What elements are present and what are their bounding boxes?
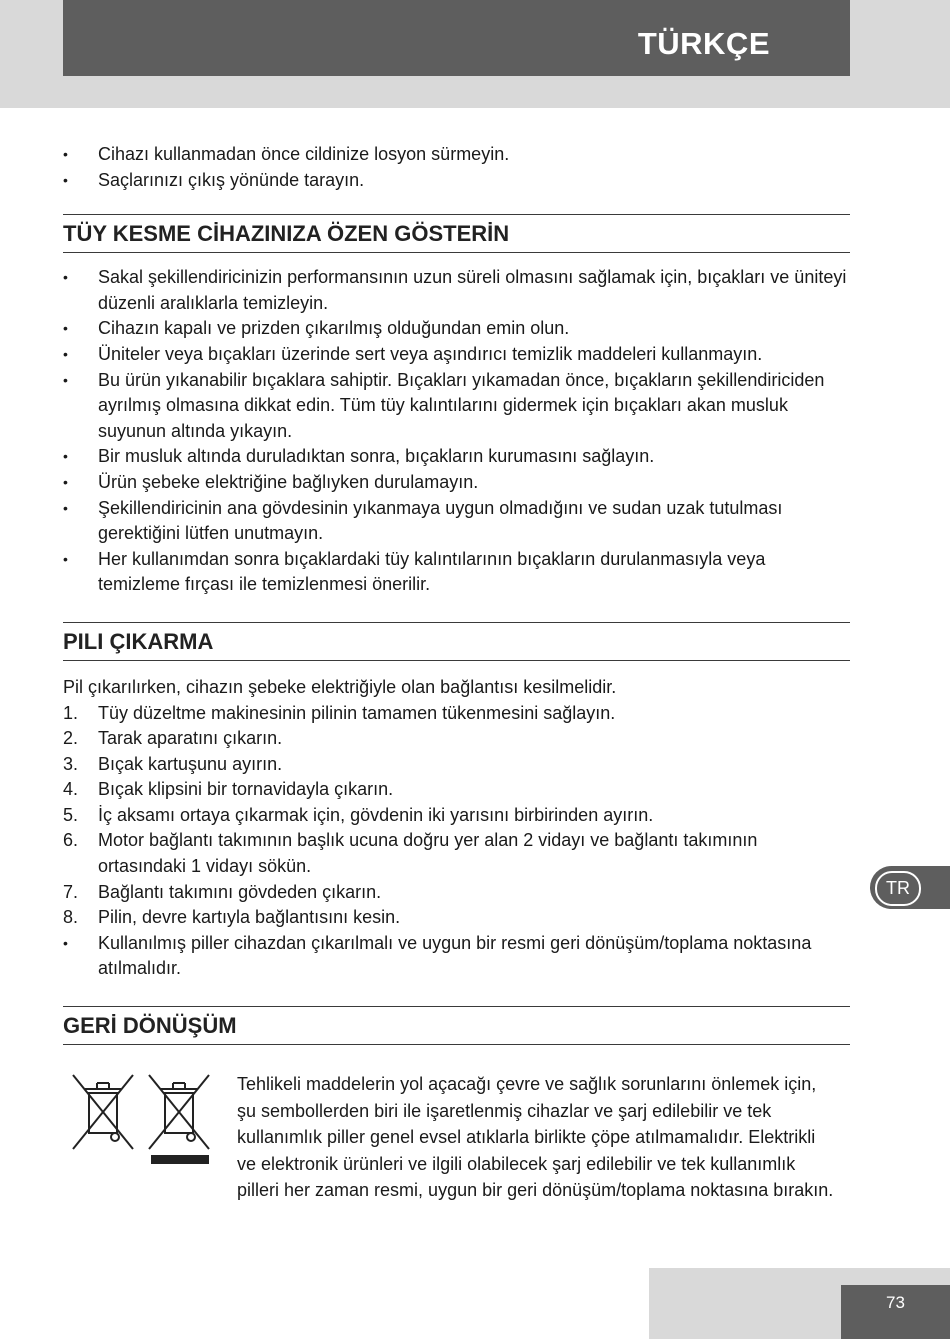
step-item: 5. İç aksamı ortaya çıkarmak için, gövdenin iki yarısını birbirinden ayırın. [63, 804, 654, 825]
step-item: 6. Motor bağlantı takımının başlık ucuna doğru yer alan 2 vidayı ve bağlantı takımının ortasındaki 1 vidayı sökün. [63, 830, 758, 877]
list-item: • Üniteler veya bıçakları üzerinde sert veya aşındırıcı temizlik maddeleri kullanmayın. [63, 342, 850, 368]
list-item: • Cihazı kullanmadan önce cildinize losyon sürmeyin. [63, 142, 850, 168]
battery-steps [63, 701, 850, 983]
language-header-bar [63, 0, 850, 76]
list-item: • Sakal şekillendiricinizin performansının uzun süreli olmasını sağlamak için, bıçakları ve üniteyi düzenli aralıklarla temizleyin. [63, 267, 847, 313]
intro-list [63, 142, 850, 193]
list-item: • Kullanılmış piller cihazdan çıkarılmalı ve uygun bir resmi geri dönüşüm/toplama noktasına atılmalıdır. [63, 932, 812, 979]
bullet: • [63, 934, 68, 951]
list-item: • Bu ürün yıkanabilir bıçaklara sahiptir. Bıçakları yıkamadan önce, bıçakların şekillendiriciden ayrılmış olmasına dikkat edin. Tüm tüy kalıntılarını gidermek için bıçakları akan musluk suyunun altında yıkayın. [63, 369, 825, 441]
step-item: 4. Bıçak klipsini bir tornavidayla çıkarın. [63, 779, 394, 800]
list-item: • Saçlarınızı çıkış yönünde tarayın. [63, 168, 850, 194]
bullet: • [63, 146, 68, 162]
language-title: TÜRKÇE [637, 26, 770, 61]
recycling-block [63, 1071, 850, 1241]
list-item: • Bir musluk altında duruladıktan sonra, bıçakların kurumasını sağlayın. [63, 444, 850, 470]
section-title-recycling: GERİ DÖNÜŞÜM [63, 1006, 850, 1045]
list-item: • Her kullanımdan sonra bıçaklardaki tüy kalıntılarının bıçakların durulanmasıyla veya temizleme fırçası ile temizlenmesi önerilir. [63, 548, 766, 595]
crossed-out-wheelie-bin-icon [63, 1071, 223, 1171]
list-item: • Cihazın kapalı ve prizden çıkarılmış olduğundan emin olun. [63, 316, 850, 342]
step-item: 1. Tüy düzeltme makinesinin pilinin tamamen tükenmesini sağlayın. [63, 702, 616, 723]
bullet: • [63, 550, 68, 567]
bullet: • [63, 499, 68, 516]
bullet: • [63, 320, 68, 337]
language-side-tab [870, 866, 950, 909]
step-item: 3. Bıçak kartuşunu ayırın. [63, 753, 283, 774]
step-item: 8. Pilin, devre kartıyla bağlantısını kesin. [63, 907, 401, 928]
list-item: • Ürün şebeke elektriğine bağlıyken durulamayın. [63, 470, 850, 496]
bullet: • [63, 171, 68, 188]
recycling-symbols [63, 1071, 223, 1171]
language-badge: TR [875, 871, 921, 906]
recycling-text: Tehlikeli maddelerin yol açacağı çevre ve sağlık sorunlarını önlemek için, şu sembollerden biri ile işaretlenmiş cihazlar ve şarj edilebilir ve tek kullanımlık piller genel evsel atıklarla birlikte çöpe atılmamalıdır. Elektrikli ve elektronik ürünleri ve ilgili olabilecek şarj edilebilir ve tek kullanımlık pilleri her zaman resmi, uygun bir geri dönüşüm/toplama noktasına bırakın. [237, 1074, 834, 1201]
step-item: 2. Tarak aparatını çıkarın. [63, 728, 283, 749]
page-number: 73 [841, 1285, 950, 1339]
section-title-care: TÜY KESME CİHAZINIZA ÖZEN GÖSTERİN [63, 214, 850, 253]
battery-intro: Pil çıkarılırken, cihazın şebeke elektriğiyle olan bağlantısı kesilmelidir. [63, 676, 617, 697]
step-item: 7. Bağlantı takımını gövdeden çıkarın. [63, 881, 382, 902]
bullet: • [63, 269, 68, 286]
bullet: • [63, 448, 68, 465]
bullet: • [63, 473, 68, 490]
care-list [63, 265, 850, 598]
list-item: • Şekillendiricinin ana gövdesinin yıkanmaya uygun olmadığını ve sudan uzak tutulması gerektiğini lütfen unutmayın. [63, 497, 783, 544]
main-content [63, 142, 850, 1241]
section-title-battery: PILI ÇIKARMA [63, 622, 850, 661]
bullet: • [63, 345, 68, 362]
bullet: • [63, 371, 68, 388]
